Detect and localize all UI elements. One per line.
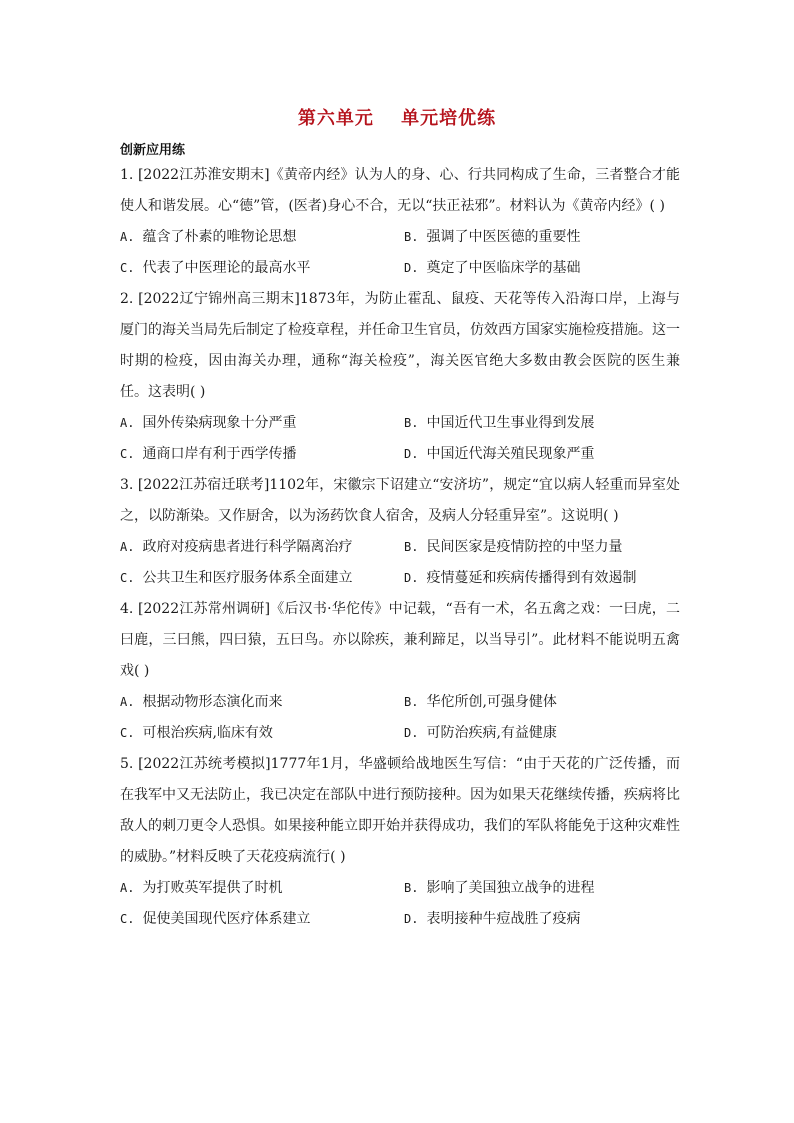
option-d (404, 563, 680, 594)
option-a (120, 873, 404, 904)
question-1 (120, 160, 680, 284)
option-c (120, 253, 404, 284)
option-c (120, 718, 404, 749)
option-group (120, 532, 680, 594)
option-letter: C. (120, 912, 135, 926)
question-stem: 4. [2022江苏常州调研]《后汉书·华佗传》中记载，“吾有一术，名五禽之戏：一曰虎，二曰鹿，三曰熊，四曰猿，五曰鸟。亦以除疾，兼利蹄足，以当导引”。此材料不能说明五禽戏( ) (120, 601, 680, 679)
option-a (120, 532, 404, 563)
option-letter: B. (404, 416, 419, 430)
option-group (120, 408, 680, 470)
option-letter: D. (404, 912, 419, 926)
option-a (120, 222, 404, 253)
option-letter: D. (404, 261, 419, 275)
option-b (404, 222, 680, 253)
question-stem: 1. [2022江苏淮安期末]《黄帝内经》认为人的身、心、行共同构成了生命，三者整合才能使人和谐发展。心“德”管，(医者)身心不合，无以“扶正祛邪”。材料认为《黄帝内经》( ) (120, 167, 680, 214)
option-text: 根据动物形态演化而来 (142, 694, 283, 710)
option-b (404, 687, 680, 718)
option-text: 影响了美国独立战争的进程 (426, 880, 595, 896)
option-text: 表明接种牛痘战胜了疫病 (426, 911, 581, 927)
option-letter: C. (120, 726, 135, 740)
option-text: 蕴含了朴素的唯物论思想 (142, 229, 297, 245)
option-text: 奠定了中医临床学的基础 (426, 260, 581, 276)
option-letter: A. (120, 540, 135, 554)
option-c (120, 563, 404, 594)
option-letter: A. (120, 416, 135, 430)
option-d (404, 718, 680, 749)
question-stem: 3. [2022江苏宿迁联考]1102年，宋徽宗下诏建立“安济坊”，规定“宜以病人轻重而异室处之，以防渐染。又作厨舍，以为汤药饮食人宿舍，及病人分轻重异室”。这说明( ) (120, 477, 680, 524)
option-group (120, 687, 680, 749)
option-letter: B. (404, 881, 419, 895)
question-2 (120, 284, 680, 470)
option-text: 民间医家是疫情防控的中坚力量 (426, 539, 623, 555)
question-5 (120, 749, 680, 935)
option-text: 中国近代海关殖民现象严重 (426, 446, 595, 462)
question-list (120, 160, 680, 935)
option-group (120, 873, 680, 935)
question-stem: 5. [2022江苏统考模拟]1777年1月，华盛顿给战地医生写信：“由于天花的广泛传播，而在我军中又无法防止，我已决定在部队中进行预防接种。因为如果天花继续传播，疾病将比敌人的刺刀更令人恐惧。如果接种能立即开始并获得成功，我们的军队将能免于这种灾难性的威胁。”材料反映了天花疫病流行( ) (120, 756, 680, 865)
option-a (120, 687, 404, 718)
option-letter: C. (120, 261, 135, 275)
option-text: 政府对疫病患者进行科学隔离治疗 (142, 539, 353, 555)
option-b (404, 532, 680, 563)
option-letter: B. (404, 540, 419, 554)
option-letter: C. (120, 447, 135, 461)
option-d (404, 904, 680, 935)
option-text: 疫情蔓延和疾病传播得到有效遏制 (426, 570, 637, 586)
option-text: 国外传染病现象十分严重 (142, 415, 297, 431)
page-title: 第六单元 单元培优练 (297, 108, 497, 129)
option-group (120, 222, 680, 284)
option-text: 可防治疾病,有益健康 (426, 725, 557, 741)
option-b (404, 408, 680, 439)
section-label: 创新应用练 (120, 143, 186, 158)
option-letter: D. (404, 571, 419, 585)
option-letter: A. (120, 230, 135, 244)
option-text: 华佗所创,可强身健体 (426, 694, 557, 710)
option-text: 可根治疾病,临床有效 (142, 725, 273, 741)
option-letter: A. (120, 695, 135, 709)
option-letter: D. (404, 726, 419, 740)
option-letter: B. (404, 695, 419, 709)
option-letter: B. (404, 230, 419, 244)
option-a (120, 408, 404, 439)
option-c (120, 439, 404, 470)
option-letter: D. (404, 447, 419, 461)
question-4 (120, 594, 680, 749)
option-letter: A. (120, 881, 135, 895)
option-text: 中国近代卫生事业得到发展 (426, 415, 595, 431)
option-text: 强调了中医医德的重要性 (426, 229, 581, 245)
option-b (404, 873, 680, 904)
option-d (404, 439, 680, 470)
option-text: 为打败英军提供了时机 (142, 880, 283, 896)
option-text: 通商口岸有利于西学传播 (142, 446, 297, 462)
option-text: 公共卫生和医疗服务体系全面建立 (142, 570, 353, 586)
option-text: 促使美国现代医疗体系建立 (142, 911, 311, 927)
option-text: 代表了中医理论的最高水平 (142, 260, 311, 276)
question-3 (120, 470, 680, 594)
option-letter: C. (120, 571, 135, 585)
option-c (120, 904, 404, 935)
question-stem: 2. [2022辽宁锦州高三期末]1873年，为防止霍乱、鼠疫、天花等传入沿海口岸，上海与厦门的海关当局先后制定了检疫章程，并任命卫生官员，仿效西方国家实施检疫措施。这一时期的检疫，因由海关办理，通称“海关检疫”，海关医官绝大多数由教会医院的医生兼任。这表明( ) (120, 291, 680, 400)
option-d (404, 253, 680, 284)
